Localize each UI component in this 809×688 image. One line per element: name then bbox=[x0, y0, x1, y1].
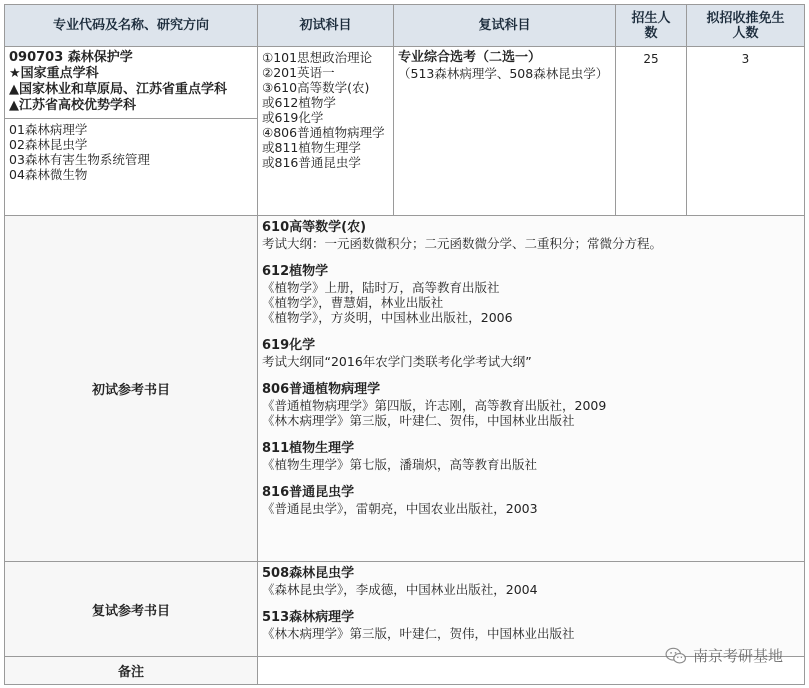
ref-line: 《植物生理学》第七版，潘瑞炽，高等教育出版社 bbox=[262, 456, 538, 472]
retest-detail: （513森林病理学、508森林昆虫学） bbox=[398, 66, 609, 82]
major-code-name: 090703 森林保护学 bbox=[9, 50, 133, 66]
retest-refs-row bbox=[5, 562, 805, 656]
remarks-label: 备注 bbox=[5, 656, 258, 684]
watermark-text: 南京考研基地 bbox=[692, 647, 783, 665]
ref-block bbox=[262, 610, 800, 641]
retest-subjects-cell bbox=[394, 47, 616, 216]
ref-line: 《森林昆虫学》，李成德，中国林业出版社，2004 bbox=[262, 582, 538, 598]
ref-title: 816普通昆虫学 bbox=[262, 484, 355, 500]
ref-line: 《植物学》，曹慧娟，林业出版社 bbox=[262, 294, 444, 310]
ref-block bbox=[262, 382, 800, 428]
ref-line: 《林木病理学》第三版，叶建仁、贺伟，中国林业出版社 bbox=[262, 412, 575, 428]
exam-subject: 或619化学 bbox=[262, 110, 324, 126]
direction-item: 01森林病理学 bbox=[9, 122, 88, 138]
exam-subject: 或612植物学 bbox=[262, 95, 336, 111]
program-table bbox=[4, 4, 805, 685]
ref-title: 513森林病理学 bbox=[262, 610, 355, 626]
enroll-count: 25 bbox=[616, 47, 687, 216]
ref-title: 811植物生理学 bbox=[262, 440, 355, 456]
exam-subjects-cell bbox=[258, 47, 394, 216]
initial-refs-content bbox=[258, 215, 805, 562]
ref-line: 《植物学》上册，陆时万，高等教育出版社 bbox=[262, 279, 500, 295]
direction-item: 04森林微生物 bbox=[9, 167, 88, 183]
exam-subject: ④806普通植物病理学 bbox=[262, 125, 385, 141]
ref-title: 619化学 bbox=[262, 337, 316, 353]
exam-subject: 或811植物生理学 bbox=[262, 140, 361, 156]
initial-refs-row bbox=[5, 215, 805, 562]
header-major: 专业代码及名称、研究方向 bbox=[5, 5, 258, 47]
ref-title: 612植物学 bbox=[262, 263, 329, 279]
ref-line: 《普通植物病理学》第四版，许志刚，高等教育出版社，2009 bbox=[262, 397, 607, 413]
recommend-count: 3 bbox=[687, 47, 805, 216]
ref-block bbox=[262, 441, 800, 472]
ref-block bbox=[262, 264, 800, 325]
ref-block bbox=[262, 485, 800, 516]
major-tag: ▲江苏省高校优势学科 bbox=[9, 98, 136, 114]
ref-block bbox=[262, 566, 800, 597]
retest-refs-content bbox=[258, 562, 805, 656]
header-exam-subjects: 初试科目 bbox=[258, 5, 394, 47]
ref-line: 《植物学》，方炎明，中国林业出版社，2006 bbox=[262, 309, 513, 325]
retest-title: 专业综合选考（二选一） bbox=[398, 50, 542, 66]
exam-subject: 或816普通昆虫学 bbox=[262, 155, 361, 171]
header-recommend-count: 拟招收推免生人数 bbox=[687, 5, 805, 47]
direction-item: 03森林有害生物系统管理 bbox=[9, 152, 150, 168]
major-tag: ★国家重点学科 bbox=[9, 66, 99, 82]
ref-title: 610高等数学(农) bbox=[262, 219, 367, 235]
research-directions bbox=[5, 118, 257, 185]
header-row bbox=[5, 5, 805, 47]
retest-refs-label: 复试参考书目 bbox=[5, 562, 258, 656]
exam-subject: ③610高等数学(农) bbox=[262, 80, 370, 96]
ref-title: 508森林昆虫学 bbox=[262, 566, 355, 582]
major-row bbox=[5, 47, 805, 216]
ref-line: 《普通昆虫学》，雷朝亮，中国农业出版社，2003 bbox=[262, 500, 538, 516]
ref-title: 806普通植物病理学 bbox=[262, 381, 381, 397]
ref-block bbox=[262, 338, 800, 369]
ref-line: 考试大纲：一元函数微积分；二元函数微分学、二重积分；常微分方程。 bbox=[262, 235, 663, 251]
exam-subject: ②201英语一 bbox=[262, 65, 335, 81]
ref-line: 《林木病理学》第三版，叶建仁，贺伟，中国林业出版社 bbox=[262, 626, 575, 642]
header-enroll-count: 招生人数 bbox=[616, 5, 687, 47]
direction-item: 02森林昆虫学 bbox=[9, 137, 88, 153]
wechat-icon bbox=[665, 647, 687, 665]
major-tag: ▲国家林业和草原局、江苏省重点学科 bbox=[9, 82, 227, 98]
header-retest-subjects: 复试科目 bbox=[394, 5, 616, 47]
ref-block bbox=[262, 220, 800, 251]
exam-subject: ①101思想政治理论 bbox=[262, 50, 373, 66]
major-cell bbox=[5, 47, 258, 216]
ref-line: 考试大纲同“2016年农学门类联考化学考试大纲” bbox=[262, 353, 532, 369]
initial-refs-label: 初试参考书目 bbox=[5, 215, 258, 562]
watermark bbox=[665, 645, 783, 666]
